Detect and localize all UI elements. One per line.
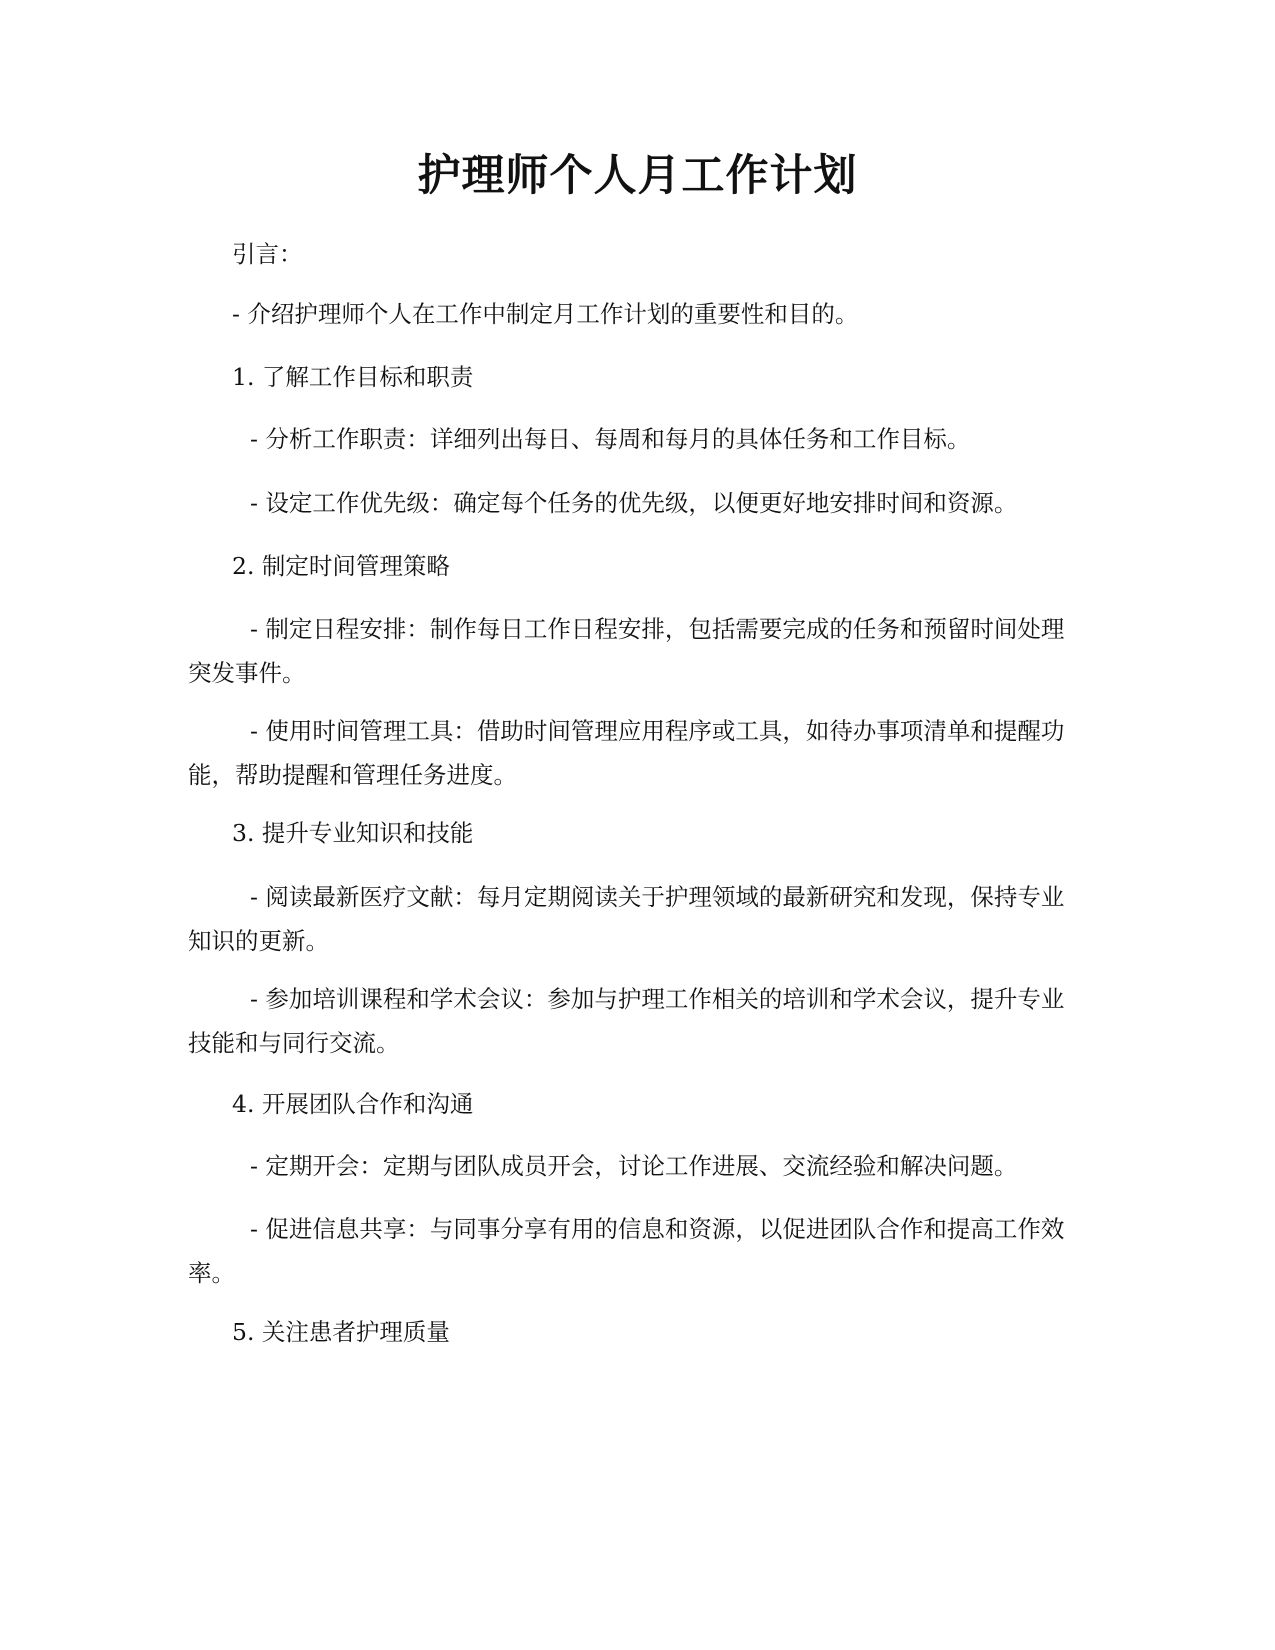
section-4-item-2: - 促进信息共享：与同事分享有用的信息和资源，以促进团队合作和提高工作效率。 bbox=[188, 1215, 1065, 1287]
section-1-item-2: - 设定工作优先级：确定每个任务的优先级，以便更好地安排时间和资源。 bbox=[250, 489, 1018, 517]
section-1-item-1: - 分析工作职责：详细列出每日、每周和每月的具体任务和工作目标。 bbox=[250, 425, 971, 453]
section-1-heading: 1. 了解工作目标和职责 bbox=[232, 363, 474, 391]
page-title: 护理师个人月工作计划 bbox=[417, 151, 858, 201]
section-3-heading: 3. 提升专业知识和技能 bbox=[232, 819, 474, 847]
section-2-item-1: - 制定日程安排：制作每日工作日程安排，包括需要完成的任务和预留时间处理突发事件。 bbox=[188, 615, 1065, 687]
section-3-item-2: - 参加培训课程和学术会议：参加与护理工作相关的培训和学术会议，提升专业技能和与同行交流。 bbox=[188, 985, 1065, 1057]
section-4-item-1: - 定期开会：定期与团队成员开会，讨论工作进展、交流经验和解决问题。 bbox=[250, 1152, 1018, 1180]
intro-heading: 引言： bbox=[232, 240, 303, 268]
section-2-item-2: - 使用时间管理工具：借助时间管理应用程序或工具，如待办事项清单和提醒功能，帮助提醒和管理任务进度。 bbox=[188, 717, 1065, 789]
section-2-heading: 2. 制定时间管理策略 bbox=[232, 552, 450, 580]
section-5-heading: 5. 关注患者护理质量 bbox=[232, 1318, 450, 1346]
section-3-item-1: - 阅读最新医疗文献：每月定期阅读关于护理领域的最新研究和发现，保持专业知识的更新。 bbox=[188, 883, 1065, 955]
section-4-heading: 4. 开展团队合作和沟通 bbox=[232, 1090, 474, 1118]
intro-text: - 介绍护理师个人在工作中制定月工作计划的重要性和目的。 bbox=[232, 300, 859, 328]
